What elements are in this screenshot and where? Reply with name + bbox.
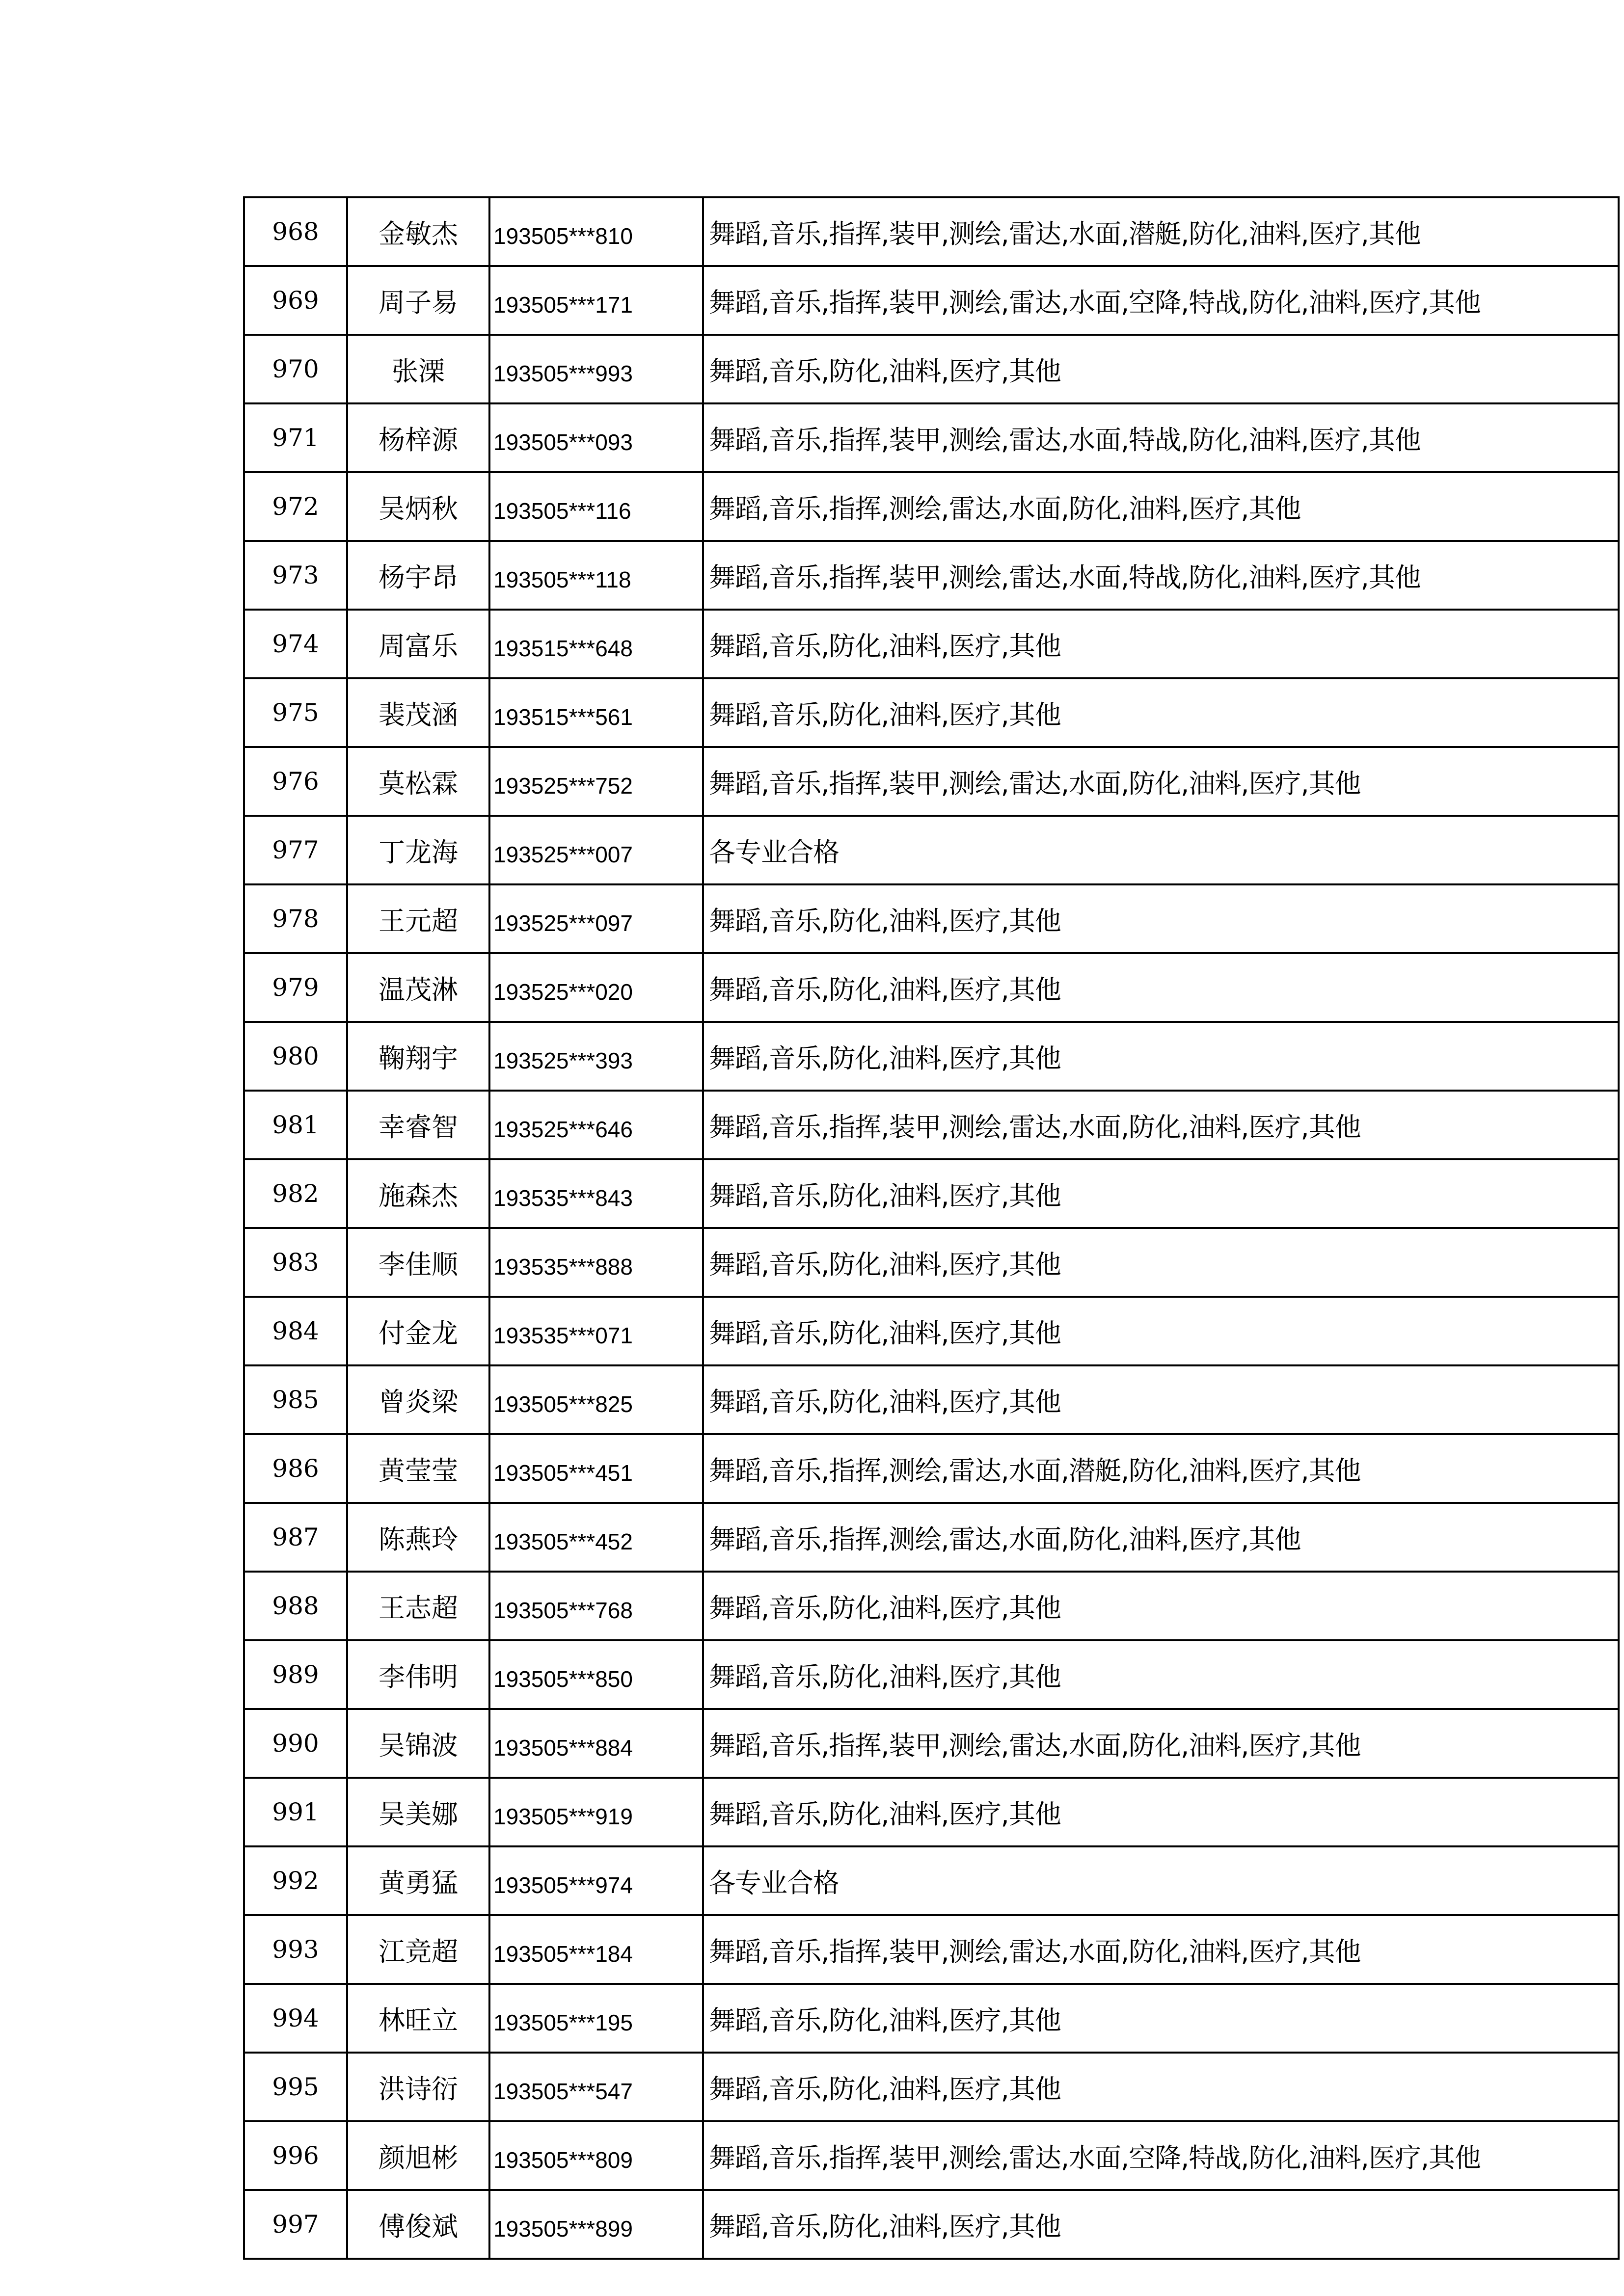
qualified-categories-cell: 舞蹈,音乐,防化,油料,医疗,其他 [703, 1159, 1619, 1228]
table-row [244, 1228, 1619, 1297]
row-number-cell: 971 [244, 403, 347, 472]
id-number-cell: 193535***888 [489, 1228, 703, 1297]
qualified-categories-cell: 舞蹈,音乐,指挥,装甲,测绘,雷达,水面,防化,油料,医疗,其他 [703, 1709, 1619, 1778]
qualified-categories-cell: 舞蹈,音乐,防化,油料,医疗,其他 [703, 2053, 1619, 2121]
name-cell: 付金龙 [347, 1297, 489, 1365]
row-number-cell: 968 [244, 197, 347, 266]
qualified-categories-cell: 舞蹈,音乐,防化,油料,医疗,其他 [703, 2190, 1619, 2259]
name-cell: 曾炎梁 [347, 1365, 489, 1434]
qualified-categories-cell: 舞蹈,音乐,指挥,装甲,测绘,雷达,水面,防化,油料,医疗,其他 [703, 1915, 1619, 1984]
id-number-cell: 193505***809 [489, 2121, 703, 2190]
id-number-cell: 193505***899 [489, 2190, 703, 2259]
name-cell: 周富乐 [347, 610, 489, 678]
row-number-cell: 973 [244, 541, 347, 610]
qualified-categories-cell: 舞蹈,音乐,指挥,装甲,测绘,雷达,水面,防化,油料,医疗,其他 [703, 747, 1619, 816]
id-number-cell: 193535***071 [489, 1297, 703, 1365]
id-number-cell: 193515***648 [489, 610, 703, 678]
qualified-categories-cell: 舞蹈,音乐,防化,油料,医疗,其他 [703, 1297, 1619, 1365]
qualified-categories-cell: 舞蹈,音乐,防化,油料,医疗,其他 [703, 1778, 1619, 1846]
row-number-cell: 982 [244, 1159, 347, 1228]
id-number-cell: 193505***810 [489, 197, 703, 266]
row-number-cell: 976 [244, 747, 347, 816]
name-cell: 金敏杰 [347, 197, 489, 266]
table-row [244, 2121, 1619, 2190]
row-number-cell: 981 [244, 1091, 347, 1159]
name-cell: 王志超 [347, 1572, 489, 1640]
id-number-cell: 193505***195 [489, 1984, 703, 2053]
name-cell: 陈燕玲 [347, 1503, 489, 1572]
name-cell: 黄勇猛 [347, 1846, 489, 1915]
qualified-categories-cell: 舞蹈,音乐,指挥,装甲,测绘,雷达,水面,防化,油料,医疗,其他 [703, 1091, 1619, 1159]
row-number-cell: 996 [244, 2121, 347, 2190]
qualified-categories-cell: 舞蹈,音乐,指挥,装甲,测绘,雷达,水面,空降,特战,防化,油料,医疗,其他 [703, 2121, 1619, 2190]
table-row [244, 1572, 1619, 1640]
qualified-categories-cell: 舞蹈,音乐,防化,油料,医疗,其他 [703, 1022, 1619, 1091]
table-row [244, 2190, 1619, 2259]
table-row [244, 403, 1619, 472]
table-row [244, 1434, 1619, 1503]
table-row [244, 335, 1619, 403]
row-number-cell: 985 [244, 1365, 347, 1434]
row-number-cell: 979 [244, 953, 347, 1022]
qualified-categories-cell: 舞蹈,音乐,防化,油料,医疗,其他 [703, 1572, 1619, 1640]
qualified-categories-cell: 舞蹈,音乐,防化,油料,医疗,其他 [703, 678, 1619, 747]
qualified-categories-cell: 舞蹈,音乐,防化,油料,医疗,其他 [703, 884, 1619, 953]
id-number-cell: 193505***993 [489, 335, 703, 403]
name-cell: 莫松霖 [347, 747, 489, 816]
id-number-cell: 193505***116 [489, 472, 703, 541]
name-cell: 黄莹莹 [347, 1434, 489, 1503]
name-cell: 吴炳秋 [347, 472, 489, 541]
row-number-cell: 969 [244, 266, 347, 335]
qualified-categories-cell: 舞蹈,音乐,指挥,测绘,雷达,水面,防化,油料,医疗,其他 [703, 1503, 1619, 1572]
table-row [244, 1709, 1619, 1778]
name-cell: 张溧 [347, 335, 489, 403]
id-number-cell: 193505***974 [489, 1846, 703, 1915]
id-number-cell: 193505***171 [489, 266, 703, 335]
id-number-cell: 193505***093 [489, 403, 703, 472]
table-row [244, 472, 1619, 541]
qualified-categories-cell: 舞蹈,音乐,指挥,测绘,雷达,水面,潜艇,防化,油料,医疗,其他 [703, 1434, 1619, 1503]
id-number-cell: 193525***097 [489, 884, 703, 953]
table-row [244, 1159, 1619, 1228]
results-table [243, 196, 1620, 2260]
row-number-cell: 984 [244, 1297, 347, 1365]
table-row [244, 610, 1619, 678]
row-number-cell: 986 [244, 1434, 347, 1503]
id-number-cell: 193505***919 [489, 1778, 703, 1846]
table-row [244, 266, 1619, 335]
qualified-categories-cell: 舞蹈,音乐,指挥,测绘,雷达,水面,防化,油料,医疗,其他 [703, 472, 1619, 541]
id-number-cell: 193505***118 [489, 541, 703, 610]
id-number-cell: 193525***393 [489, 1022, 703, 1091]
name-cell: 吴锦波 [347, 1709, 489, 1778]
qualified-categories-cell: 舞蹈,音乐,防化,油料,医疗,其他 [703, 953, 1619, 1022]
row-number-cell: 993 [244, 1915, 347, 1984]
table-row [244, 1297, 1619, 1365]
id-number-cell: 193505***547 [489, 2053, 703, 2121]
row-number-cell: 988 [244, 1572, 347, 1640]
table-row [244, 2053, 1619, 2121]
id-number-cell: 193535***843 [489, 1159, 703, 1228]
qualified-categories-cell: 各专业合格 [703, 816, 1619, 884]
qualified-categories-cell: 舞蹈,音乐,防化,油料,医疗,其他 [703, 1984, 1619, 2053]
row-number-cell: 994 [244, 1984, 347, 2053]
row-number-cell: 972 [244, 472, 347, 541]
qualified-categories-cell: 舞蹈,音乐,指挥,装甲,测绘,雷达,水面,特战,防化,油料,医疗,其他 [703, 403, 1619, 472]
table-row [244, 541, 1619, 610]
table-row [244, 1091, 1619, 1159]
qualified-categories-cell: 舞蹈,音乐,防化,油料,医疗,其他 [703, 335, 1619, 403]
row-number-cell: 995 [244, 2053, 347, 2121]
name-cell: 杨梓源 [347, 403, 489, 472]
table-row [244, 197, 1619, 266]
name-cell: 丁龙海 [347, 816, 489, 884]
name-cell: 李佳顺 [347, 1228, 489, 1297]
qualified-categories-cell: 舞蹈,音乐,防化,油料,医疗,其他 [703, 610, 1619, 678]
table-row [244, 1778, 1619, 1846]
name-cell: 李伟明 [347, 1640, 489, 1709]
row-number-cell: 974 [244, 610, 347, 678]
row-number-cell: 991 [244, 1778, 347, 1846]
name-cell: 颜旭彬 [347, 2121, 489, 2190]
id-number-cell: 193515***561 [489, 678, 703, 747]
qualified-categories-cell: 舞蹈,音乐,指挥,装甲,测绘,雷达,水面,潜艇,防化,油料,医疗,其他 [703, 197, 1619, 266]
row-number-cell: 980 [244, 1022, 347, 1091]
row-number-cell: 992 [244, 1846, 347, 1915]
id-number-cell: 193505***452 [489, 1503, 703, 1572]
row-number-cell: 970 [244, 335, 347, 403]
results-table-body [244, 197, 1619, 2259]
name-cell: 温茂淋 [347, 953, 489, 1022]
id-number-cell: 193525***007 [489, 816, 703, 884]
name-cell: 施森杰 [347, 1159, 489, 1228]
id-number-cell: 193525***020 [489, 953, 703, 1022]
name-cell: 林旺立 [347, 1984, 489, 2053]
qualified-categories-cell: 舞蹈,音乐,防化,油料,医疗,其他 [703, 1640, 1619, 1709]
table-row [244, 1365, 1619, 1434]
row-number-cell: 978 [244, 884, 347, 953]
id-number-cell: 193505***850 [489, 1640, 703, 1709]
name-cell: 江竞超 [347, 1915, 489, 1984]
table-row [244, 1984, 1619, 2053]
name-cell: 裴茂涵 [347, 678, 489, 747]
id-number-cell: 193505***184 [489, 1915, 703, 1984]
table-row [244, 678, 1619, 747]
table-row [244, 747, 1619, 816]
table-row [244, 1503, 1619, 1572]
table-row [244, 1846, 1619, 1915]
qualified-categories-cell: 舞蹈,音乐,指挥,装甲,测绘,雷达,水面,特战,防化,油料,医疗,其他 [703, 541, 1619, 610]
id-number-cell: 193505***884 [489, 1709, 703, 1778]
name-cell: 幸睿智 [347, 1091, 489, 1159]
table-row [244, 1640, 1619, 1709]
qualified-categories-cell: 舞蹈,音乐,防化,油料,医疗,其他 [703, 1228, 1619, 1297]
row-number-cell: 990 [244, 1709, 347, 1778]
table-row [244, 1022, 1619, 1091]
row-number-cell: 977 [244, 816, 347, 884]
table-row [244, 1915, 1619, 1984]
table-row [244, 953, 1619, 1022]
row-number-cell: 987 [244, 1503, 347, 1572]
name-cell: 鞠翔宇 [347, 1022, 489, 1091]
name-cell: 吴美娜 [347, 1778, 489, 1846]
name-cell: 周子易 [347, 266, 489, 335]
row-number-cell: 983 [244, 1228, 347, 1297]
id-number-cell: 193525***752 [489, 747, 703, 816]
name-cell: 王元超 [347, 884, 489, 953]
row-number-cell: 975 [244, 678, 347, 747]
name-cell: 傅俊斌 [347, 2190, 489, 2259]
id-number-cell: 193505***825 [489, 1365, 703, 1434]
row-number-cell: 997 [244, 2190, 347, 2259]
id-number-cell: 193525***646 [489, 1091, 703, 1159]
name-cell: 洪诗衍 [347, 2053, 489, 2121]
qualified-categories-cell: 各专业合格 [703, 1846, 1619, 1915]
id-number-cell: 193505***768 [489, 1572, 703, 1640]
row-number-cell: 989 [244, 1640, 347, 1709]
qualified-categories-cell: 舞蹈,音乐,指挥,装甲,测绘,雷达,水面,空降,特战,防化,油料,医疗,其他 [703, 266, 1619, 335]
qualified-categories-cell: 舞蹈,音乐,防化,油料,医疗,其他 [703, 1365, 1619, 1434]
name-cell: 杨宇昂 [347, 541, 489, 610]
table-row [244, 816, 1619, 884]
table-row [244, 884, 1619, 953]
id-number-cell: 193505***451 [489, 1434, 703, 1503]
